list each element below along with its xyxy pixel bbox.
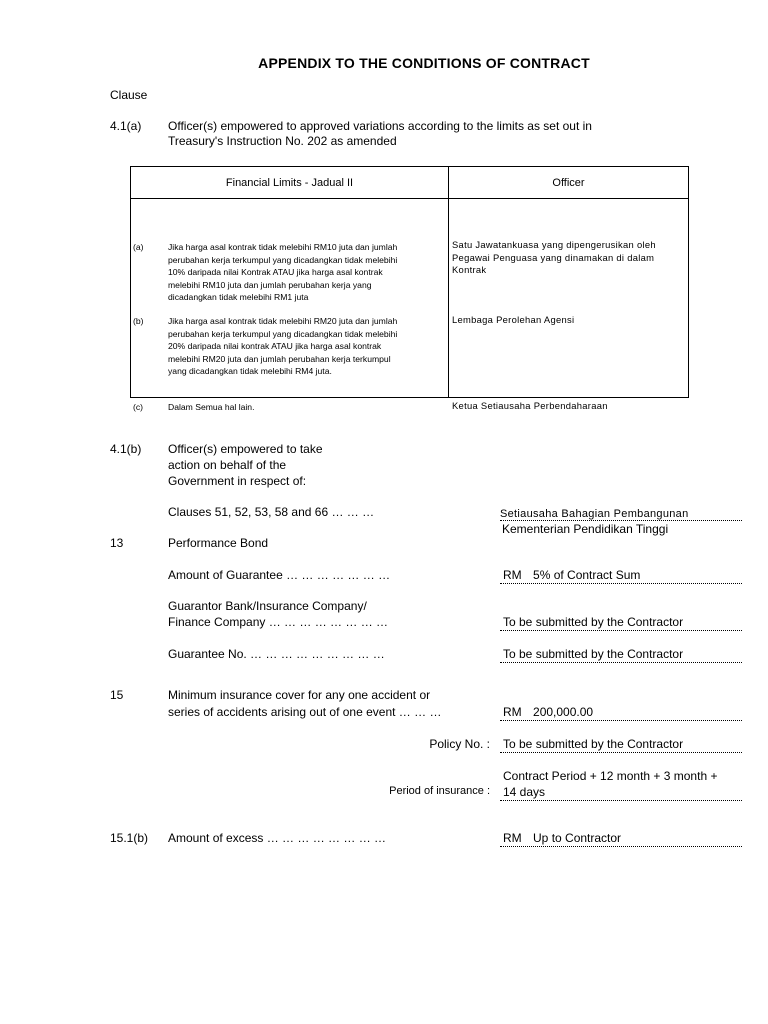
period-value-line2: 14 days xyxy=(503,785,546,799)
clause-number-15-1b: 15.1(b) xyxy=(110,831,149,845)
clause-4-1b-line: action on behalf of the xyxy=(168,458,287,472)
insurance-cover-field xyxy=(500,705,742,721)
amount-of-guarantee-value: 5% of Contract Sum xyxy=(533,568,641,582)
row-a-limit-line: Jika harga asal kontrak tidak melebihi RM10 juta dan jumlah xyxy=(168,242,398,252)
period-of-insurance-label: Period of insurance : xyxy=(389,785,490,797)
officer-cell xyxy=(449,199,689,411)
currency-prefix: RM xyxy=(503,831,522,845)
row-b-limit-line: perubahan kerja terkumpul yang dicadangkan tidak melebihi xyxy=(168,328,398,339)
clause-4-1a-text-line2: Treasury's Instruction No. 202 as amended xyxy=(168,134,397,148)
clause-4-1b-line: Officer(s) empowered to take xyxy=(168,442,323,456)
amount-of-excess-label: Amount of excess … … … … … … … … xyxy=(168,831,387,845)
clause-number-13: 13 xyxy=(110,536,124,550)
row-b-limit-line: Jika harga asal kontrak tidak melebihi RM20 juta dan jumlah xyxy=(168,316,398,326)
currency-prefix: RM xyxy=(503,705,522,719)
amount-of-guarantee-label: Amount of Guarantee … … … … … … … xyxy=(168,568,391,582)
row-label-c: (c) xyxy=(133,402,144,412)
row-b-officer-line: Lembaga Perolehan Agensi xyxy=(452,314,575,325)
clause-number-4-1b: 4.1(b) xyxy=(110,442,142,456)
period-of-insurance-field xyxy=(500,785,742,801)
guarantee-no-field xyxy=(500,647,742,663)
amount-of-guarantee-field xyxy=(500,568,742,584)
guarantor-bank-label-line1: Guarantor Bank/Insurance Company/ xyxy=(168,599,367,613)
clause-number-4-1a: 4.1(a) xyxy=(110,119,142,133)
amount-of-excess-value: Up to Contractor xyxy=(533,831,622,845)
policy-no-value: To be submitted by the Contractor xyxy=(503,737,684,751)
row-b-limit-line: 20% daripada nilai kontrak ATAU jika harga asal kontrak xyxy=(168,341,382,352)
row-c-officer-line: Ketua Setiausaha Perbendaharaan xyxy=(452,400,608,411)
row-label-a: (a) xyxy=(133,242,144,252)
guarantor-bank-field xyxy=(500,615,742,631)
clause-4-1a-text-line1: Officer(s) empowered to approved variations according to the limits as set out in xyxy=(168,119,592,133)
row-a-limit-line: 10% daripada nilai Kontrak ATAU jika harga asal kontrak xyxy=(168,267,383,278)
guarantee-no-label: Guarantee No. … … … … … … … … … xyxy=(168,647,385,661)
insurance-label-line1: Minimum insurance cover for any one accident or xyxy=(168,688,431,702)
header-officer: Officer xyxy=(449,167,689,199)
performance-bond-title: Performance Bond xyxy=(168,536,269,550)
clauses-value-line2: Kementerian Pendidikan Tinggi xyxy=(502,522,669,536)
guarantee-no-value: To be submitted by the Contractor xyxy=(503,647,684,661)
financial-limits-cell xyxy=(131,199,449,412)
row-c-limit-line: Dalam Semua hal lain. xyxy=(168,402,255,412)
policy-no-label: Policy No. : xyxy=(429,737,490,751)
clause-heading: Clause xyxy=(110,88,148,102)
table-header-row xyxy=(131,167,689,199)
row-a-limit-line: dicadangkan tidak melebihi RM1 juta xyxy=(168,292,309,303)
clauses-label: Clauses 51, 52, 53, 58 and 66 … … … xyxy=(168,505,375,519)
row-a-officer-line: Kontrak xyxy=(452,264,487,276)
header-financial-limits: Financial Limits - Jadual II xyxy=(131,167,449,199)
document-title: APPENDIX TO THE CONDITIONS OF CONTRACT xyxy=(258,55,590,71)
period-value-line1: Contract Period + 12 month + 3 month + xyxy=(503,769,718,783)
row-b-limit-line: melebihi RM20 juta dan jumlah perubahan kerja terkumpul xyxy=(168,353,391,364)
guarantor-bank-label-line2: Finance Company … … … … … … … … xyxy=(168,615,389,629)
row-b-limit-line: yang dicadangkan tidak melebihi RM4 juta. xyxy=(168,366,332,377)
row-a-officer-line: Pegawai Penguasa yang dinamakan di dalam xyxy=(452,251,655,263)
row-label-b: (b) xyxy=(133,316,144,326)
clause-4-1b-line: Government in respect of: xyxy=(168,474,307,488)
table-body-row xyxy=(131,199,689,398)
row-a-limit-line: perubahan kerja terkumpul yang dicadangkan tidak melebihi xyxy=(168,254,398,265)
row-a-officer-line: Satu Jawatankuasa yang dipengerusikan oleh xyxy=(452,239,656,250)
financial-limits-table xyxy=(130,166,689,412)
row-a-limit-line: melebihi RM10 juta dan jumlah perubahan kerja yang xyxy=(168,279,372,290)
amount-of-excess-field xyxy=(500,831,742,847)
currency-prefix: RM xyxy=(503,568,522,582)
clauses-value-line1: Setiausaha Bahagian Pembangunan xyxy=(500,508,742,521)
policy-no-field xyxy=(500,737,742,753)
clause-number-15: 15 xyxy=(110,688,124,702)
insurance-label-line2: series of accidents arising out of one event … … … xyxy=(168,705,442,719)
guarantor-bank-value: To be submitted by the Contractor xyxy=(503,615,684,629)
insurance-cover-value: 200,000.00 xyxy=(533,705,594,719)
